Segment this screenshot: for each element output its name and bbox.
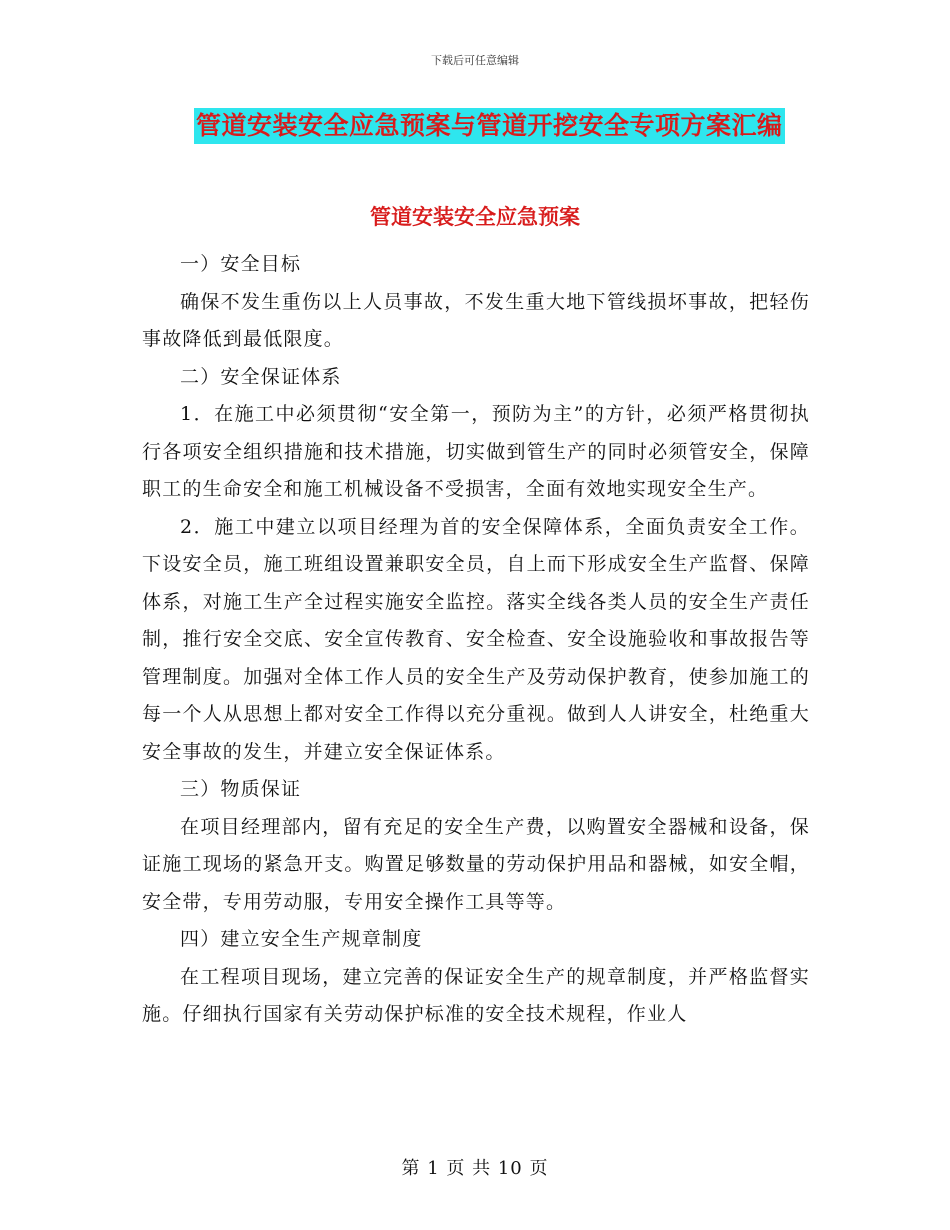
paragraph-rules-system: 在工程项目现场，建立完善的保证安全生产的规章制度，并严格监督实施。仔细执行国家有关劳动保护标准的安全技术规程，作业人: [142, 965, 810, 1025]
document-title: 管道安装安全应急预案与管道开挖安全专项方案汇编: [194, 108, 785, 144]
paragraph-safety-goal: 确保不发生重伤以上人员事故，不发生重大地下管线损坏事故，把轻伤事故降低到最低限度。: [142, 290, 810, 350]
paragraph-safety-system-2: 2．施工中建立以项目经理为首的安全保障体系，全面负责安全工作。下设安全员，施工班组设置兼职安全员，自上而下形成安全生产监督、保障体系，对施工生产全过程实施安全监控。落实全线各类人员的安全生产责任制，推行安全交底、安全宣传教育、安全检查、安全设施验收和事故报告等管理制度。加强对全体工作人员的安全生产及劳动保护教育，使参加施工的每一个人从思想上都对安全工作得以充分重视。做到人人讲安全，杜绝重大安全事故的发生，并建立安全保证体系。: [142, 515, 810, 763]
section-title: 管道安装安全应急预案: [370, 204, 580, 229]
heading-safety-goal: 一）安全目标: [180, 253, 302, 275]
heading-material-guarantee: 三）物质保证: [180, 778, 302, 800]
page-header-note: 下载后可任意编辑: [431, 54, 519, 67]
document-body: [142, 246, 810, 1034]
heading-rules-system: 四）建立安全生产规章制度: [180, 928, 423, 950]
page-number-footer: 第 1 页 共 10 页: [401, 1158, 549, 1179]
paragraph-safety-system-1: 1．在施工中必须贯彻“安全第一，预防为主”的方针，必须严格贯彻执行各项安全组织措施和技术措施，切实做到管生产的同时必须管安全，保障职工的生命安全和施工机械设备不受损害，全面有效地实现安全生产。: [142, 403, 810, 500]
heading-safety-system: 二）安全保证体系: [180, 365, 342, 388]
paragraph-material-guarantee: 在项目经理部内，留有充足的安全生产费，以购置安全器械和设备，保证施工现场的紧急开支。购置足够数量的劳动保护用品和器械，如安全帽，安全带，专用劳动服，专用安全操作工具等等。: [142, 815, 810, 913]
